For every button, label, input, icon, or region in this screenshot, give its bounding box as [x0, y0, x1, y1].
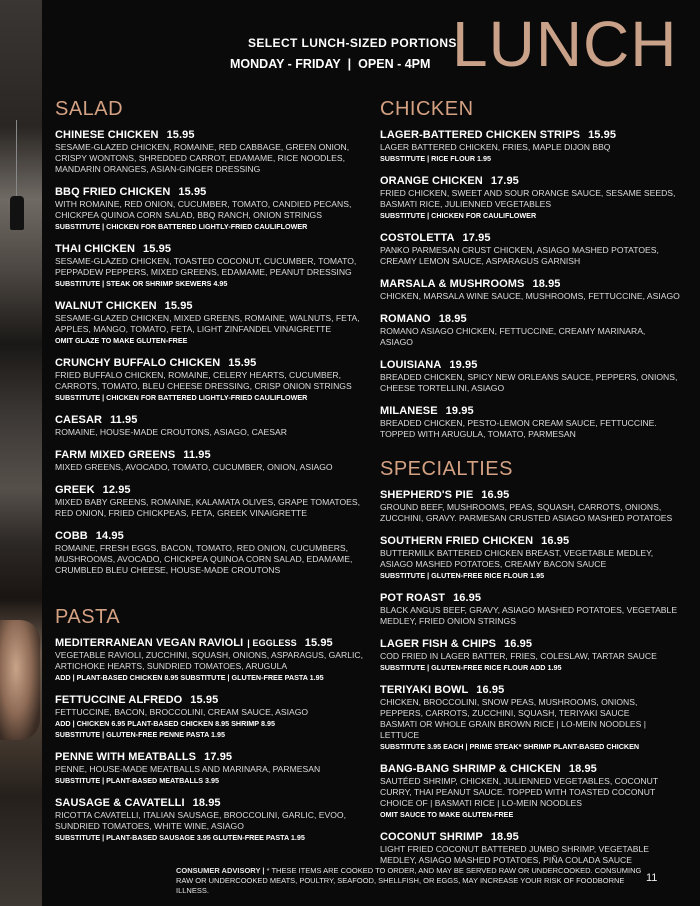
item-heading — [380, 359, 680, 372]
item-price: 18.95 — [568, 763, 597, 775]
item-name: GREEK — [55, 484, 95, 496]
item-option-note: SUBSTITUTE | RICE FLOUR 1.95 — [380, 154, 492, 163]
page-number: 11 — [646, 872, 658, 884]
menu-item — [380, 831, 680, 866]
item-name: CHINESE CHICKEN — [55, 129, 159, 141]
item-price: 17.95 — [204, 751, 233, 763]
chicken-section — [380, 98, 680, 451]
item-option-note: SUBSTITUTE | GLUTEN-FREE PENNE PASTA 1.95 — [55, 730, 226, 739]
advisory-label: CONSUMER ADVISORY | — [176, 866, 265, 875]
item-description: ROMANO ASIAGO CHICKEN, FETTUCCINE, CREAMY MARINARA, ASIAGO — [380, 326, 646, 347]
menu-item — [380, 684, 680, 752]
menu-item — [380, 638, 680, 673]
item-heading — [55, 751, 365, 764]
item-description-extra: CHOICE OF | BASMATI RICE | LO-MEIN NOODLES — [380, 798, 582, 808]
item-price: 15.95 — [588, 129, 617, 141]
menu-item — [55, 357, 365, 403]
pendant-lamp-icon — [10, 196, 24, 230]
item-price: 18.95 — [532, 278, 561, 290]
item-name: ORANGE CHICKEN — [380, 175, 483, 187]
item-heading — [55, 637, 365, 650]
item-name: CRUNCHY BUFFALO CHICKEN — [55, 357, 221, 369]
item-name: PENNE WITH MEATBALLS — [55, 751, 197, 763]
menu-item — [380, 405, 680, 440]
item-price: 18.95 — [192, 797, 221, 809]
item-name: COBB — [55, 530, 88, 542]
item-price: 16.95 — [453, 592, 482, 604]
item-description: PENNE, HOUSE-MADE MEATBALLS AND MARINARA, PARMESAN — [55, 764, 321, 774]
item-option-note: ADD | PLANT-BASED CHICKEN 8.95 SUBSTITUTE | GLUTEN-FREE PASTA 1.95 — [55, 673, 324, 682]
pendant-lamp-cord — [16, 120, 17, 200]
item-name: MILANESE — [380, 405, 438, 417]
item-description: FRIED CHICKEN, SWEET AND SOUR ORANGE SAUCE, SESAME SEEDS, BASMATI RICE, JULIENNED VEGETABLES — [380, 188, 676, 209]
menu-item — [55, 186, 365, 232]
item-option-note: SUBSTITUTE | CHICKEN FOR CAULIFLOWER — [380, 211, 537, 220]
item-name: THAI CHICKEN — [55, 243, 136, 255]
item-name: BANG-BANG SHRIMP & CHICKEN — [380, 763, 561, 775]
item-option-note: SUBSTITUTE | STEAK OR SHRIMP SKEWERS 4.95 — [55, 279, 228, 288]
item-description: SESAME-GLAZED CHICKEN, TOASTED COCONUT, CUCUMBER, TOMATO, PEPPADEW PEPPERS, MIXED GREENS, EDAMAME, PEANUT DRESSING — [55, 256, 357, 277]
item-price: 15.95 — [228, 357, 257, 369]
item-name: MARSALA & MUSHROOMS — [380, 278, 525, 290]
hours-text: OPEN - 4PM — [358, 57, 431, 71]
menu-header — [0, 0, 700, 90]
item-name: POT ROAST — [380, 592, 446, 604]
menu-item — [55, 243, 365, 289]
item-name: COCONUT SHRIMP — [380, 831, 483, 843]
item-price: 15.95 — [164, 300, 193, 312]
item-price: 15.95 — [178, 186, 207, 198]
portion-note: SELECT LUNCH-SIZED PORTIONS — [248, 36, 457, 50]
item-name: FETTUCCINE ALFREDO — [55, 694, 183, 706]
item-description: SESAME-GLAZED CHICKEN, MIXED GREENS, ROMAINE, WALNUTS, FETA, APPLES, MANGO, TOMATO, FETA, LIGHT ZINFANDEL VINAIGRETTE — [55, 313, 360, 334]
item-heading — [55, 129, 365, 142]
item-heading — [55, 694, 365, 707]
item-name: TERIYAKI BOWL — [380, 684, 469, 696]
item-option-note: SUBSTITUTE | PLANT-BASED SAUSAGE 3.95 GLUTEN-FREE PASTA 1.95 — [55, 833, 305, 842]
section-title-specialties: SPECIALTIES — [380, 458, 513, 480]
menu-item — [55, 530, 365, 576]
item-heading — [380, 278, 680, 291]
item-description: FETTUCCINE, BACON, BROCCOLINI, CREAM SAUCE, ASIAGO — [55, 707, 309, 717]
specialties-list — [380, 489, 680, 866]
section-title-pasta: PASTA — [55, 606, 121, 628]
item-price: 18.95 — [490, 831, 519, 843]
item-heading — [55, 300, 365, 313]
item-name: SAUSAGE & CAVATELLI — [55, 797, 185, 809]
item-description: LAGER BATTERED CHICKEN, FRIES, MAPLE DIJON BBQ — [380, 142, 611, 152]
menu-item — [380, 592, 680, 627]
page-title: LUNCH — [452, 8, 678, 80]
pasta-section — [55, 606, 365, 854]
item-price: 12.95 — [102, 484, 131, 496]
item-description: SAUTÉED SHRIMP, CHICKEN, JULIENNED VEGETABLES, COCONUT CURRY, THAI PEANUT SAUCE. TOPPED WITH TOASTED COCONUT — [380, 776, 658, 797]
item-price: 15.95 — [304, 637, 333, 649]
menu-item — [55, 449, 365, 473]
item-description: SESAME-GLAZED CHICKEN, ROMAINE, RED CABBAGE, GREEN ONION, CRISPY WONTONS, SHREDDED CARROT, EDAMAME, RICE NOODLES, MANDARIN ORANGES, ASIAN-GINGER DRESSING — [55, 142, 350, 174]
menu-item — [55, 300, 365, 346]
item-heading — [380, 232, 680, 245]
item-option-note: SUBSTITUTE | PLANT-BASED MEATBALLS 3.95 — [55, 776, 220, 785]
menu-item — [380, 232, 680, 267]
salad-list — [55, 129, 365, 576]
item-price: 16.95 — [476, 684, 505, 696]
item-description: MIXED BABY GREENS, ROMAINE, KALAMATA OLIVES, GRAPE TOMATOES, RED ONION, FRIED CHICKPEAS, FETA, GREEK VINAIGRETTE — [55, 497, 361, 518]
item-name: COSTOLETTA — [380, 232, 455, 244]
item-name: CAESAR — [55, 414, 103, 426]
item-name: WALNUT CHICKEN — [55, 300, 157, 312]
chef-photo — [0, 620, 40, 740]
item-heading — [380, 489, 680, 502]
item-heading — [380, 763, 680, 776]
item-heading — [55, 414, 365, 427]
menu-item — [55, 637, 365, 683]
item-name: LOUISIANA — [380, 359, 442, 371]
item-description: LIGHT FRIED COCONUT BATTERED JUMBO SHRIMP, VEGETABLE MEDLEY, ASIAGO MASHED POTATOES, PIÑA COLADA SAUCE — [380, 844, 649, 865]
specialties-section — [380, 458, 680, 877]
item-price: 14.95 — [95, 530, 124, 542]
item-description: ROMAINE, FRESH EGGS, BACON, TOMATO, RED ONION, CUCUMBERS, MUSHROOMS, AVOCADO, CHICKPEA QUINOA CORN SALAD, EDAMAME, CRUMBLED BLEU CHEESE, HOUSE-MADE CROUTONS — [55, 543, 353, 575]
item-description: RICOTTA CAVATELLI, ITALIAN SAUSAGE, BROCCOLINI, GARLIC, EVOO, SUNDRIED TOMATOES, WHITE WINE, ASIAGO — [55, 810, 346, 831]
item-description: VEGETABLE RAVIOLI, ZUCCHINI, SQUASH, ONIONS, ASPARAGUS, GARLIC, ARTICHOKE HEARTS, SUNDRIED TOMATOES, ARUGULA — [55, 650, 364, 671]
item-description: MIXED GREENS, AVOCADO, TOMATO, CUCUMBER, ONION, ASIAGO — [55, 462, 333, 472]
item-option-note: OMIT GLAZE TO MAKE GLUTEN-FREE — [55, 336, 188, 345]
item-option-note: SUBSTITUTE | GLUTEN-FREE RICE FLOUR ADD 1.95 — [380, 663, 562, 672]
item-name: FARM MIXED GREENS — [55, 449, 176, 461]
item-heading — [380, 175, 680, 188]
item-name: MEDITERRANEAN VEGAN RAVIOLI — [55, 637, 244, 649]
item-description: CHICKEN, BROCCOLINI, SNOW PEAS, MUSHROOMS, ONIONS, PEPPERS, CARROTS, ZUCCHINI, SQUASH, TERIYAKI SAUCE — [380, 697, 638, 718]
item-description: PANKO PARMESAN CRUST CHICKEN, ASIAGO MASHED POTATOES, CREAMY LEMON SAUCE, ASPARAGUS GARNISH — [380, 245, 659, 266]
menu-item — [55, 414, 365, 438]
menu-item — [55, 797, 365, 843]
salad-section — [55, 98, 365, 587]
section-title-salad: SALAD — [55, 98, 124, 120]
item-option-note: OMIT SAUCE TO MAKE GLUTEN-FREE — [380, 810, 514, 819]
item-heading — [380, 638, 680, 651]
section-title-chicken: CHICKEN — [380, 98, 474, 120]
restaurant-photo-strip — [0, 0, 42, 906]
menu-item — [380, 278, 680, 302]
item-price: 15.95 — [143, 243, 172, 255]
item-heading — [380, 313, 680, 326]
hours-line — [230, 57, 430, 71]
item-option-note: SUBSTITUTE | CHICKEN FOR BATTERED LIGHTLY-FRIED CAULIFLOWER — [55, 393, 308, 402]
item-description: CHICKEN, MARSALA WINE SAUCE, MUSHROOMS, FETTUCCINE, ASIAGO — [380, 291, 680, 301]
item-price: 19.95 — [445, 405, 474, 417]
item-heading — [55, 484, 365, 497]
menu-item — [55, 129, 365, 175]
item-price: 16.95 — [541, 535, 570, 547]
item-heading — [380, 129, 680, 142]
item-description: ROMAINE, HOUSE-MADE CROUTONS, ASIAGO, CAESAR — [55, 427, 287, 437]
item-heading — [380, 592, 680, 605]
menu-item — [380, 489, 680, 524]
menu-item — [380, 359, 680, 394]
item-price: 11.95 — [183, 449, 211, 461]
item-price: 16.95 — [504, 638, 533, 650]
menu-item — [380, 175, 680, 221]
menu-item — [380, 129, 680, 164]
item-option-note: SUBSTITUTE 3.95 EACH | PRIME STEAK* SHRIMP PLANT-BASED CHICKEN — [380, 742, 640, 751]
item-description: COD FRIED IN LAGER BATTER, FRIES, COLESLAW, TARTAR SAUCE — [380, 651, 657, 661]
item-option-note: ADD | CHICKEN 6.95 PLANT-BASED CHICKEN 8.95 SHRIMP 8.95 — [55, 719, 275, 728]
menu-item — [380, 535, 680, 581]
item-heading — [55, 243, 365, 256]
item-name: SHEPHERD'S PIE — [380, 489, 474, 501]
menu-item — [380, 763, 680, 820]
days-text: MONDAY - FRIDAY — [230, 57, 341, 71]
pasta-list — [55, 637, 365, 843]
item-description: BUTTERMILK BATTERED CHICKEN BREAST, VEGETABLE MEDLEY, ASIAGO MASHED POTATOES, CREAMY BACON SAUCE — [380, 548, 654, 569]
advisory-text: * THESE ITEMS ARE COOKED TO ORDER, AND MAY BE SERVED RAW OR UNDERCOOKED. CONSUMING RAW OR UNDERCOOKED MEATS, POULTRY, SEAFOOD, SHELLFISH, OR EGGS, MAY INCREASE YOUR RISK OF FOODBORNE ILLNESS. — [176, 866, 642, 895]
item-price: 18.95 — [438, 313, 467, 325]
item-description: BREADED CHICKEN, PESTO-LEMON CREAM SAUCE, FETTUCCINE. TOPPED WITH ARUGULA, TOMATO, PARMESAN — [380, 418, 657, 439]
hours-separator: | — [347, 57, 352, 71]
item-heading — [55, 449, 365, 462]
menu-item — [55, 484, 365, 519]
item-price: 11.95 — [110, 414, 138, 426]
item-description: FRIED BUFFALO CHICKEN, ROMAINE, CELERY HEARTS, CUCUMBER, CARROTS, TOMATO, BLEU CHEESE DRESSING, CRISP ONION STRINGS — [55, 370, 352, 391]
item-description: BLACK ANGUS BEEF, GRAVY, ASIAGO MASHED POTATOES, VEGETABLE MEDLEY, FRIED ONION STRINGS — [380, 605, 678, 626]
item-option-note: SUBSTITUTE | GLUTEN-FREE RICE FLOUR 1.95 — [380, 571, 545, 580]
menu-item — [55, 751, 365, 786]
item-heading — [55, 186, 365, 199]
item-option-note: SUBSTITUTE | CHICKEN FOR BATTERED LIGHTLY-FRIED CAULIFLOWER — [55, 222, 308, 231]
menu-item — [55, 694, 365, 740]
item-description-extra: BASMATI OR WHOLE GRAIN BROWN RICE | LO-MEIN NOODLES | LETTUCE — [380, 719, 646, 740]
item-price: 17.95 — [462, 232, 491, 244]
item-name: LAGER FISH & CHIPS — [380, 638, 497, 650]
item-heading — [380, 831, 680, 844]
item-name: SOUTHERN FRIED CHICKEN — [380, 535, 534, 547]
item-heading — [380, 684, 680, 697]
item-description: WITH ROMAINE, RED ONION, CUCUMBER, TOMATO, CANDIED PECANS, CHICKPEA QUINOA CORN SALAD, BBQ RANCH, ONION STRINGS — [55, 199, 352, 220]
item-heading — [380, 535, 680, 548]
item-price: 15.95 — [190, 694, 219, 706]
chicken-list — [380, 129, 680, 440]
menu-item — [380, 313, 680, 348]
item-description: BREADED CHICKEN, SPICY NEW ORLEANS SAUCE, PEPPERS, ONIONS, CHEESE TORTELLINI, ASIAGO — [380, 372, 678, 393]
item-price: 16.95 — [481, 489, 510, 501]
item-heading — [55, 357, 365, 370]
item-description: GROUND BEEF, MUSHROOMS, PEAS, SQUASH, CARROTS, ONIONS, ZUCCHINI, GRAVY. PARMESAN CRUSTED ASIAGO MASHED POTATOES — [380, 502, 673, 523]
item-heading — [380, 405, 680, 418]
item-price: 19.95 — [449, 359, 478, 371]
item-tag: | EGGLESS — [247, 638, 297, 648]
item-price: 17.95 — [490, 175, 519, 187]
item-name: LAGER-BATTERED CHICKEN STRIPS — [380, 129, 581, 141]
item-heading — [55, 797, 365, 810]
item-name: ROMANO — [380, 313, 431, 325]
consumer-advisory — [176, 866, 656, 896]
item-price: 15.95 — [166, 129, 195, 141]
item-heading — [55, 530, 365, 543]
item-name: BBQ FRIED CHICKEN — [55, 186, 171, 198]
